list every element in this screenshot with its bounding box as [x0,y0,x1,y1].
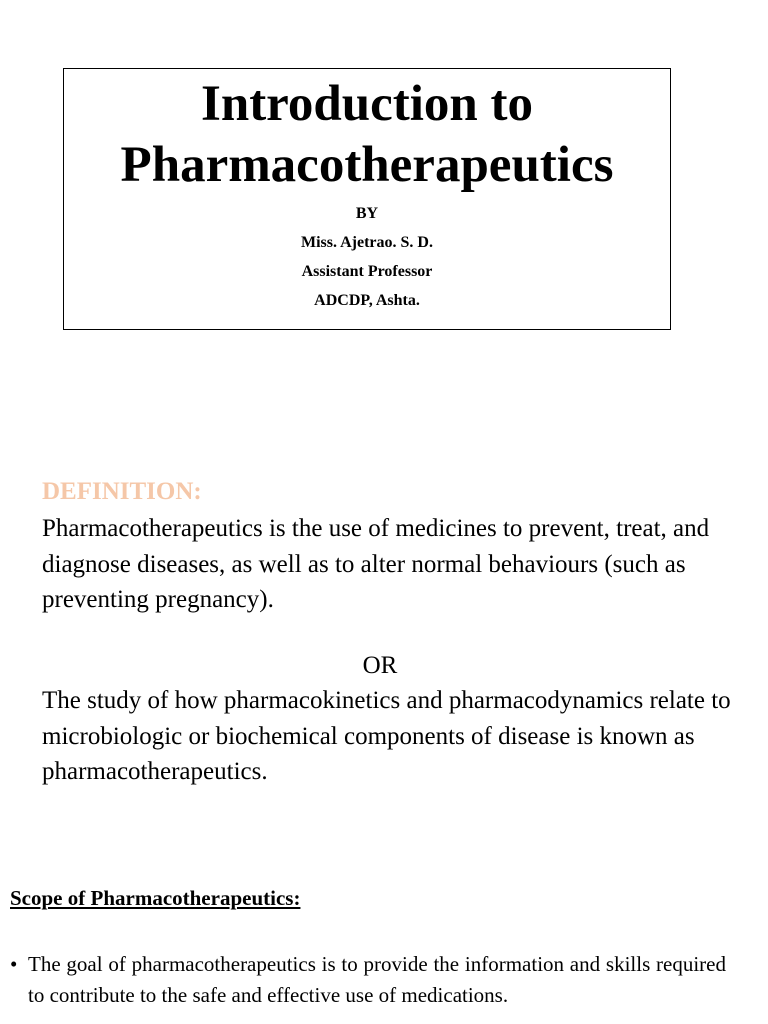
title-line-1: Introduction to [200,76,534,132]
definition-paragraph-2: The study of how pharmacokinetics and pharmacodynamics relate to microbiologic or biochemical components of disease is known as pharmacotherapeutics. [42,687,731,785]
title-box [63,68,671,330]
definition-heading: DEFINITION: [42,478,202,505]
title-line-2: Pharmacotherapeutics [120,137,614,193]
author-institution: ADCDP, Ashta. [314,292,420,309]
scope-heading: Scope of Pharmacotherapeutics: [10,886,301,910]
list-item-text: The goal of pharmacotherapeutics is to provide the information and skills required to contribute to the safe and effective use of medications. [28,952,726,1007]
or-separator: OR [362,652,398,679]
author-designation: Assistant Professor [301,263,433,280]
bullet-icon: • [10,952,18,976]
by-label: BY [355,205,379,222]
author-name: Miss. Ajetrao. S. D. [301,234,433,251]
list-item [10,949,726,1011]
definition-paragraph-1: Pharmacotherapeutics is the use of medicines to prevent, treat, and diagnose diseases, as well as to alter normal behaviours (such as preventing pregnancy). [42,515,710,613]
